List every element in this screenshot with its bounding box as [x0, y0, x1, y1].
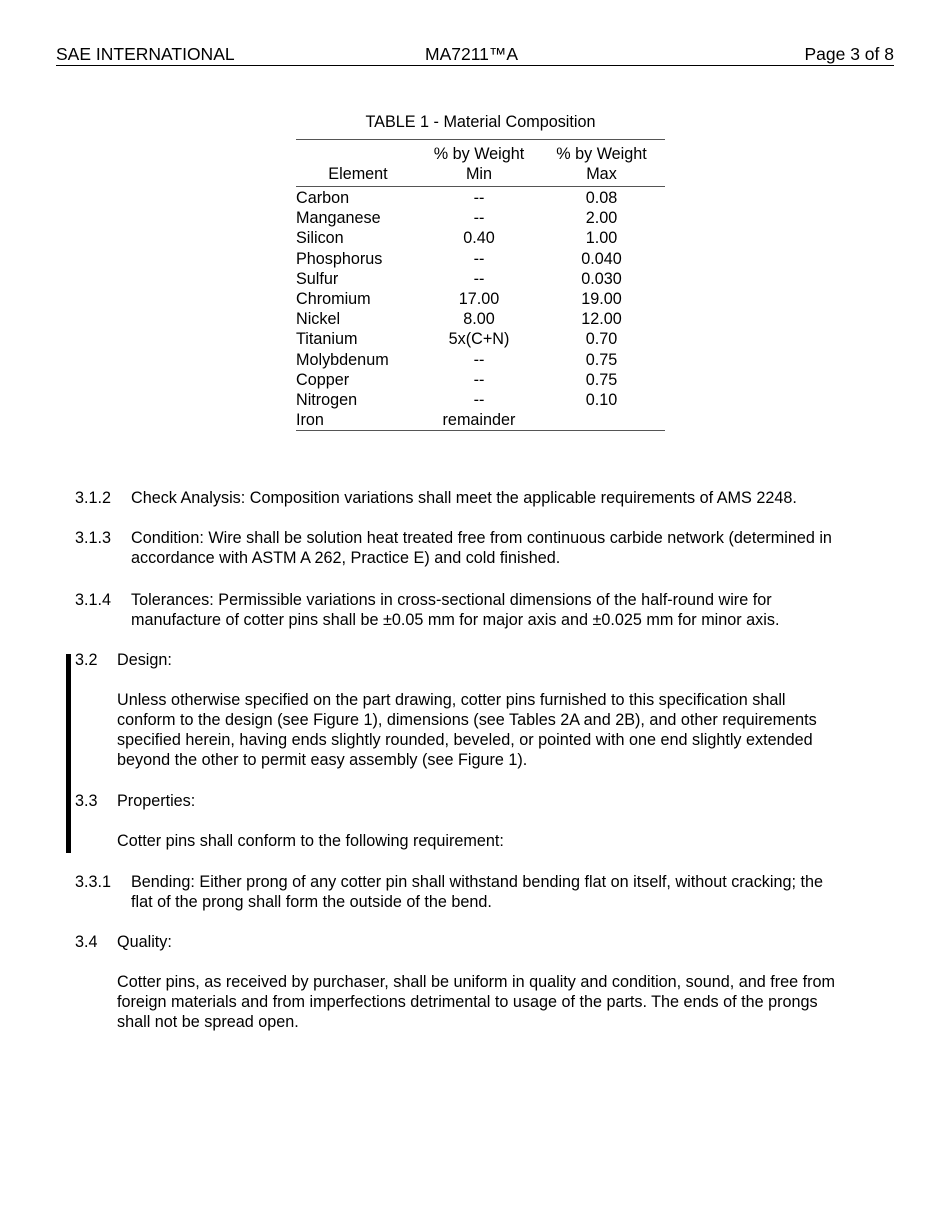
text-line: specified herein, having ends slightly rounded, beveled, or pointed with one end slightly extended: [117, 731, 813, 749]
cell-element: Titanium: [296, 330, 358, 349]
cell-element: Silicon: [296, 229, 344, 248]
cell-element: Carbon: [296, 189, 350, 207]
section-number: 3.1.3: [75, 529, 112, 547]
section-number: 3.3: [75, 792, 98, 810]
cell-min: --: [473, 269, 485, 288]
text-line: foreign materials and from imperfections detrimental to usage of the parts. The ends of the prongs: [117, 993, 818, 1011]
text-line: Tolerances: Permissible variations in cross-sectional dimensions of the half-round wire for: [131, 591, 772, 609]
table-row: [296, 329, 665, 349]
section-number: 3.4: [75, 933, 98, 951]
page-header: [56, 43, 894, 66]
text-line: shall not be spread open.: [117, 1013, 299, 1031]
table-row: [296, 289, 665, 309]
section-text: Cotter pins shall conform to the following requirement:: [117, 832, 504, 850]
table-row: [296, 269, 665, 289]
table-row: [296, 370, 665, 390]
text-line: Cotter pins, as received by purchaser, shall be uniform in quality and condition, sound, and free from: [117, 973, 836, 991]
section-heading: Design:: [117, 651, 172, 669]
table-title: TABLE 1 - Material Composition: [365, 113, 596, 131]
section-text: [117, 972, 835, 1032]
cell-element: Nickel: [296, 310, 341, 329]
cell-element: Copper: [296, 370, 350, 389]
cell-max: 0.10: [585, 391, 618, 410]
header-document-number: MA7211™A: [425, 44, 519, 64]
text-line: Unless otherwise specified on the part drawing, cotter pins furnished to this specification shall: [117, 691, 786, 709]
cell-max: 0.75: [585, 350, 618, 369]
table-header-row: [296, 140, 665, 187]
cell-max: 0.70: [585, 330, 618, 349]
cell-min: --: [473, 391, 485, 410]
cell-element: Nitrogen: [296, 391, 358, 410]
column-header-min: % by Weight Min: [420, 140, 538, 187]
text-line: conform to the design (see Figure 1), dimensions (see Tables 2A and 2B), and other requirements: [117, 711, 817, 729]
cell-element: Manganese: [296, 209, 381, 228]
section-number: 3.2: [75, 651, 98, 669]
cell-min: --: [473, 350, 485, 369]
cell-min: --: [473, 249, 485, 268]
cell-element: Phosphorus: [296, 249, 383, 268]
cell-min: 17.00: [458, 290, 500, 309]
cell-max: 19.00: [581, 290, 622, 309]
table-row: [296, 309, 665, 329]
section-text: [131, 528, 832, 568]
cell-max: 0.040: [581, 249, 622, 268]
cell-min: 8.00: [463, 310, 495, 329]
table-row: [296, 390, 665, 410]
table-row: [296, 249, 665, 269]
text-line: manufacture of cotter pins shall be ±0.05 mm for major axis and ±0.025 mm for minor axis.: [131, 611, 780, 629]
section-text: [131, 872, 823, 912]
text-line: Bending: Either prong of any cotter pin shall withstand bending flat on itself, without cracking; the: [131, 873, 823, 891]
text-line: flat of the prong shall form the outside of the bend.: [131, 893, 492, 911]
cell-min: 5x(C+N): [448, 330, 510, 349]
cell-max: [538, 410, 665, 431]
header-page-number: Page 3 of 8: [804, 44, 894, 64]
cell-element: Molybdenum: [296, 350, 389, 369]
section-text: Check Analysis: Composition variations shall meet the applicable requirements of AMS 2248.: [131, 489, 797, 507]
text-line: accordance with ASTM A 262, Practice E) and cold finished.: [131, 549, 561, 567]
table-row: [296, 228, 665, 248]
section-number: 3.1.4: [75, 591, 112, 609]
cell-element: Iron: [296, 411, 324, 430]
cell-max: 0.08: [585, 189, 618, 207]
header-organization: SAE INTERNATIONAL: [56, 44, 235, 64]
column-header-max: % by Weight Max: [538, 140, 665, 187]
composition-table-wrapper: [296, 139, 665, 431]
column-header-element: Element: [296, 140, 420, 187]
cell-min: --: [473, 370, 485, 389]
composition-table: [296, 139, 665, 431]
table-row: [296, 187, 665, 209]
table-row: [296, 410, 665, 431]
cell-min: --: [473, 209, 485, 228]
table-row: [296, 208, 665, 228]
cell-element: Sulfur: [296, 269, 339, 288]
cell-min: 0.40: [463, 229, 495, 248]
section-number: 3.3.1: [75, 873, 112, 891]
text-line: beyond the other to permit easy assembly (see Figure 1).: [117, 751, 528, 769]
table-row: [296, 350, 665, 370]
section-text: [117, 690, 817, 770]
cell-min: --: [473, 189, 485, 207]
cell-max: 2.00: [585, 209, 618, 228]
section-text: [131, 590, 779, 630]
cell-min: remainder: [442, 411, 516, 430]
section-heading: Properties:: [117, 792, 196, 810]
cell-element: Chromium: [296, 290, 371, 309]
cell-max: 0.030: [581, 269, 622, 288]
cell-max: 0.75: [585, 370, 618, 389]
cell-max: 12.00: [581, 310, 622, 329]
text-line: Condition: Wire shall be solution heat treated free from continuous carbide network (determined in: [131, 529, 832, 547]
section-number: 3.1.2: [75, 489, 112, 507]
cell-max: 1.00: [585, 229, 618, 248]
section-heading: Quality:: [117, 933, 172, 951]
revision-change-bar: [66, 654, 71, 853]
